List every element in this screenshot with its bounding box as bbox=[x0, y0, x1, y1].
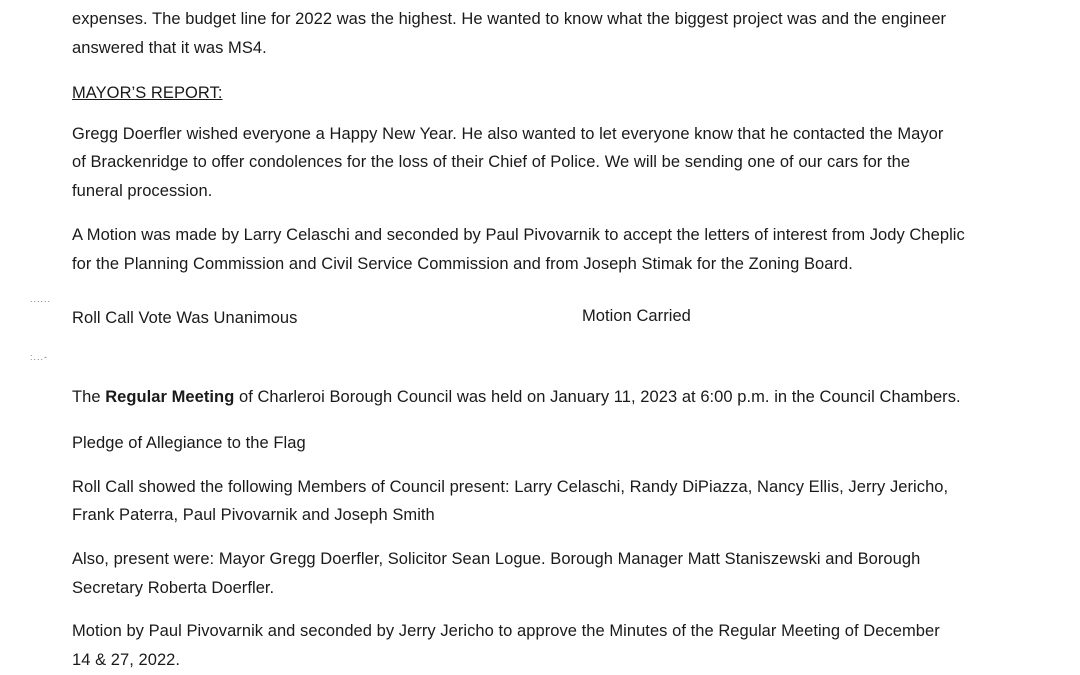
margin-mark: ...... bbox=[30, 294, 52, 304]
bold-text: Regular Meeting bbox=[105, 388, 235, 406]
paragraph-line: Pledge of Allegiance to the Flag bbox=[72, 434, 306, 452]
paragraph-line: Gregg Doerfler wished everyone a Happy New Year. He also wanted to let everyone know that he contacted the Mayor bbox=[72, 125, 944, 143]
text-run: of Charleroi Borough Council was held on January 11, 2023 at 6:00 p.m. in the Council Chambers. bbox=[234, 388, 961, 406]
text-run: The bbox=[72, 388, 106, 406]
motion-result: Motion Carried bbox=[582, 307, 691, 325]
vote-result: Roll Call Vote Was Unanimous bbox=[72, 309, 298, 327]
margin-mark: :...- bbox=[30, 352, 48, 362]
paragraph-line: Frank Paterra, Paul Pivovarnik and Joseph Smith bbox=[72, 506, 435, 524]
paragraph-line: Motion by Paul Pivovarnik and seconded by Jerry Jericho to approve the Minutes of the Regular Meeting of December bbox=[72, 622, 940, 640]
paragraph-line bbox=[72, 387, 961, 407]
paragraph-line: Roll Call showed the following Members of Council present: Larry Celaschi, Randy DiPiazza, Nancy Ellis, Jerry Jericho, bbox=[72, 478, 949, 496]
paragraph-line: for the Planning Commission and Civil Service Commission and from Joseph Stimak for the Zoning Board. bbox=[72, 255, 853, 273]
paragraph-line: expenses. The budget line for 2022 was the highest. He wanted to know what the biggest project was and the engineer bbox=[72, 10, 947, 28]
paragraph-line: A Motion was made by Larry Celaschi and seconded by Paul Pivovarnik to accept the letters of interest from Jody Cheplic bbox=[72, 226, 965, 244]
paragraph-line: Secretary Roberta Doerfler. bbox=[72, 579, 275, 597]
paragraph-line: of Brackenridge to offer condolences for the loss of their Chief of Police. We will be sending one of our cars for the bbox=[72, 153, 911, 171]
paragraph-line: funeral procession. bbox=[72, 182, 213, 200]
paragraph-line: Also, present were: Mayor Gregg Doerfler, Solicitor Sean Logue. Borough Manager Matt Staniszewski and Borough bbox=[72, 550, 921, 568]
section-heading: MAYOR’S REPORT: bbox=[72, 84, 223, 102]
paragraph-line: answered that it was MS4. bbox=[72, 39, 267, 57]
paragraph-line: 14 & 27, 2022. bbox=[72, 651, 181, 669]
